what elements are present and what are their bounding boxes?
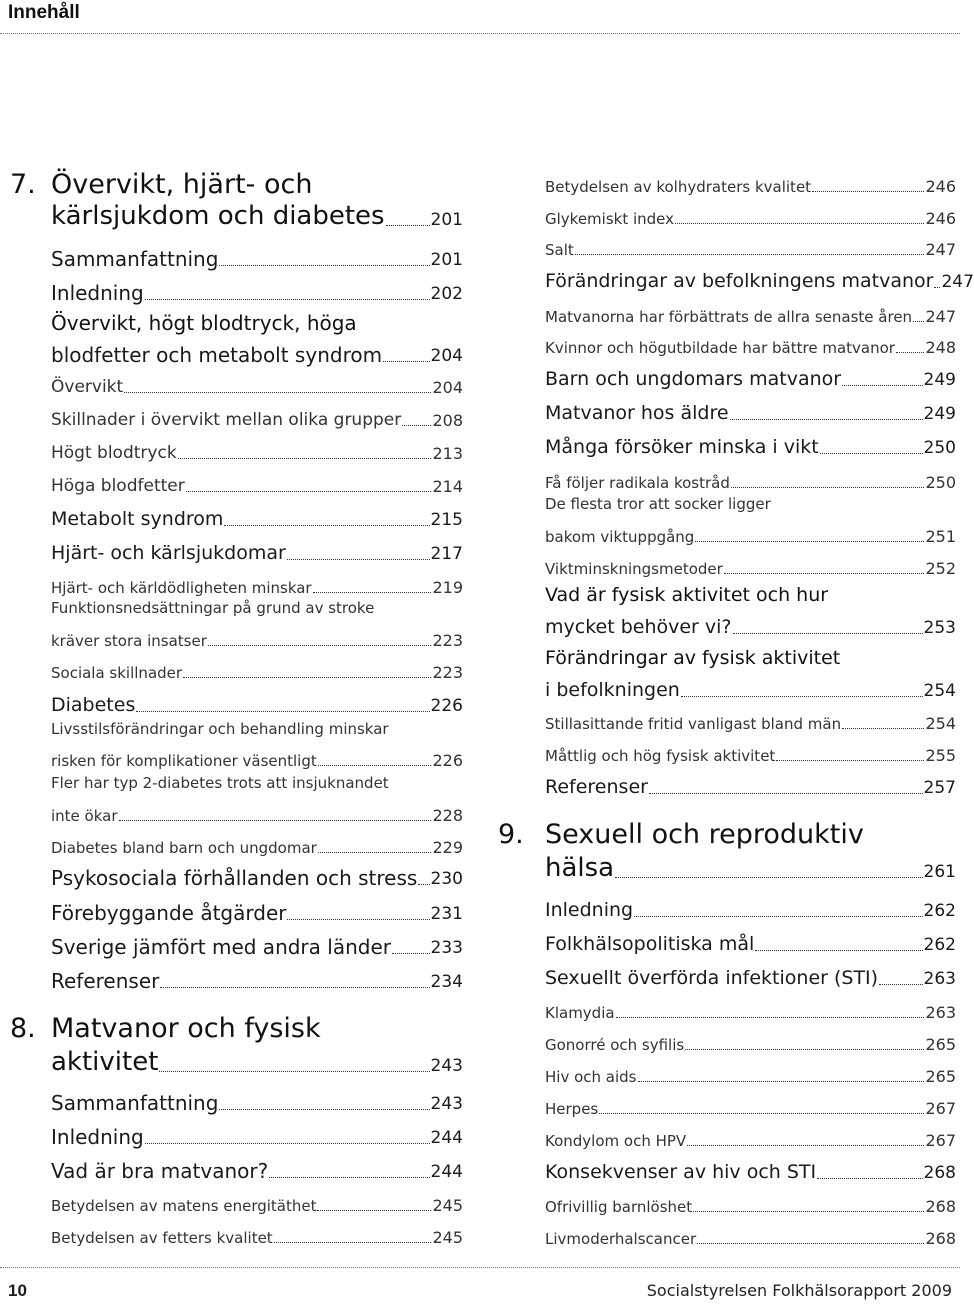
page-number: 226 xyxy=(432,751,463,771)
dot-leader xyxy=(269,1177,429,1178)
dot-leader xyxy=(913,321,924,322)
page-number: 268 xyxy=(925,1229,956,1249)
page-number: 223 xyxy=(432,663,463,683)
entry-title-line1: Livsstilsförändringar och behandling minskar xyxy=(51,720,389,738)
toc-entry[interactable] xyxy=(545,961,956,989)
page-number: 246 xyxy=(925,209,956,229)
dot-leader xyxy=(896,352,925,353)
dot-leader xyxy=(186,491,432,492)
toc-entry[interactable] xyxy=(51,654,463,682)
toc-entry[interactable] xyxy=(51,622,463,650)
entry-title: Högt blodtryck xyxy=(51,443,177,464)
header-rule xyxy=(0,33,960,34)
toc-entry[interactable] xyxy=(545,231,956,259)
toc-entry[interactable] xyxy=(545,550,956,578)
entry-title: Klamydia xyxy=(545,1004,615,1023)
footer-publication: Socialstyrelsen Folkhälsorapport 2009 xyxy=(646,1281,952,1300)
dot-leader xyxy=(842,728,924,729)
dot-leader xyxy=(842,385,922,386)
page-number: 254 xyxy=(923,681,956,702)
dot-leader xyxy=(615,877,922,878)
dot-leader xyxy=(318,765,432,766)
page-number: 252 xyxy=(925,559,956,579)
toc-entry[interactable] xyxy=(545,994,956,1022)
page-number: 215 xyxy=(430,510,463,531)
toc-entry[interactable] xyxy=(545,430,956,458)
entry-title-line2: risken för komplikationer väsentligt xyxy=(51,752,317,771)
toc-entry[interactable] xyxy=(51,1187,463,1215)
page-number: 254 xyxy=(925,714,956,734)
entry-title: Sociala skillnader xyxy=(51,664,183,683)
toc-entry[interactable] xyxy=(51,468,463,496)
toc-entry[interactable] xyxy=(51,369,463,397)
toc-entry[interactable] xyxy=(545,705,956,733)
dot-leader xyxy=(675,223,924,224)
toc-entry[interactable] xyxy=(545,464,956,492)
dot-leader xyxy=(183,677,431,678)
page-number: 213 xyxy=(432,444,463,464)
dot-leader xyxy=(145,1143,430,1144)
entry-title: Kvinnor och högutbildade har bättre matvanor xyxy=(545,339,895,358)
dot-leader xyxy=(274,1242,432,1243)
dot-leader xyxy=(731,487,925,488)
entry-title-line2: blodfetter och metabolt syndrom xyxy=(51,343,383,367)
dot-leader xyxy=(136,711,429,712)
dot-leader xyxy=(730,419,923,420)
toc-entry[interactable] xyxy=(545,770,956,798)
page-number: 268 xyxy=(923,1163,956,1184)
page-number: 247 xyxy=(925,240,956,260)
entry-title-line1: Övervikt, högt blodtryck, höga xyxy=(51,311,357,335)
entry-title-line1: De flesta tror att socker ligger xyxy=(545,495,771,513)
toc-entry[interactable] xyxy=(545,1220,956,1248)
dot-leader xyxy=(145,299,430,300)
dot-leader xyxy=(159,1071,429,1072)
page-number: 247 xyxy=(941,272,974,293)
toc-entry[interactable] xyxy=(51,688,463,716)
entry-title: Hjärt- och kärlsjukdomar xyxy=(51,542,286,565)
toc-entry[interactable] xyxy=(51,930,463,958)
dot-leader xyxy=(119,820,432,821)
dot-leader xyxy=(695,541,924,542)
entry-title-line2: bakom viktuppgång xyxy=(545,528,695,547)
page-number: 244 xyxy=(430,1128,463,1149)
entry-title: Betydelsen av fetters kvalitet xyxy=(51,1229,273,1248)
dot-leader xyxy=(208,645,432,646)
page-header xyxy=(0,0,960,36)
entry-title: Många försöker minska i vikt xyxy=(545,436,819,459)
entry-title-line2: mycket behöver vi? xyxy=(545,616,732,639)
dot-leader xyxy=(224,525,429,526)
dot-leader xyxy=(575,254,925,255)
dot-leader xyxy=(817,1178,922,1179)
entry-title: Herpes xyxy=(545,1100,599,1119)
dot-leader xyxy=(724,573,925,574)
dot-leader xyxy=(820,453,923,454)
toc-entry[interactable] xyxy=(545,893,956,921)
entry-title: Barn och ungdomars matvanor xyxy=(545,368,842,391)
dot-leader xyxy=(418,884,429,885)
page-number: 219 xyxy=(432,578,463,598)
toc-entry-chapter-9[interactable] xyxy=(545,854,956,882)
page-number: 261 xyxy=(923,862,956,883)
toc-entry[interactable] xyxy=(51,435,463,463)
page-number: 246 xyxy=(925,177,956,197)
page-number: 243 xyxy=(430,1094,463,1115)
entry-title-line2: i befolkningen xyxy=(545,679,680,702)
dot-leader xyxy=(124,392,431,393)
entry-title: Psykosociala förhållanden och stress xyxy=(51,866,418,890)
toc-entry[interactable] xyxy=(545,673,956,701)
entry-title: Viktminskningsmetoder xyxy=(545,560,723,579)
footer-rule xyxy=(0,1267,960,1268)
page-number: 267 xyxy=(925,1131,956,1151)
toc-entry[interactable] xyxy=(545,610,956,638)
chapter-7-title-line1: Övervikt, hjärt- och xyxy=(51,169,313,200)
chapter-8-number: 8. xyxy=(10,1013,36,1044)
entry-title-line1: Funktionsnedsättningar på grund av stroke xyxy=(51,599,375,617)
entry-title: Inledning xyxy=(51,281,144,305)
toc-entry[interactable] xyxy=(545,396,956,424)
entry-title: Förebyggande åtgärder xyxy=(51,901,287,925)
toc-entry[interactable] xyxy=(545,1188,956,1216)
entry-title: Matvanor hos äldre xyxy=(545,402,729,425)
entry-title: Konsekvenser av hiv och STI xyxy=(545,1161,817,1184)
dot-leader xyxy=(402,425,431,426)
entry-title: Inledning xyxy=(51,1125,144,1149)
toc-entry[interactable] xyxy=(51,1086,463,1114)
toc-entry[interactable] xyxy=(51,569,463,597)
page-number: 244 xyxy=(430,1162,463,1183)
entry-title: Förändringar av befolkningens matvanor xyxy=(545,270,934,293)
entry-title-line1: Vad är fysisk aktivitet och hur xyxy=(545,584,829,606)
entry-title: Sammanfattning xyxy=(51,1091,219,1115)
toc-entry[interactable] xyxy=(545,362,956,390)
toc-entry[interactable] xyxy=(51,276,463,304)
dot-leader xyxy=(687,1145,924,1146)
dot-leader xyxy=(934,287,940,288)
entry-title: Måttlig och hög fysisk aktivitet xyxy=(545,747,776,766)
page-number: 243 xyxy=(430,1056,463,1077)
page-number: 251 xyxy=(925,527,956,547)
page-number: 250 xyxy=(925,473,956,493)
page-number: 267 xyxy=(925,1099,956,1119)
entry-title: Hiv och aids xyxy=(545,1068,637,1087)
dot-leader xyxy=(733,633,923,634)
page-number: 231 xyxy=(430,904,463,925)
entry-title: Diabetes bland barn och ungdomar xyxy=(51,839,317,858)
page-number: 233 xyxy=(430,938,463,959)
chapter-8-title-line2: aktivitet xyxy=(51,1046,159,1077)
toc-entry[interactable] xyxy=(545,927,956,955)
page-number: 263 xyxy=(923,969,956,990)
dot-leader xyxy=(287,559,430,560)
entry-title: Referenser xyxy=(51,969,160,993)
page-number: 268 xyxy=(925,1197,956,1217)
dot-leader xyxy=(755,950,922,951)
entry-title: Kondylom och HPV xyxy=(545,1132,687,1151)
toc-entry[interactable] xyxy=(545,1058,956,1086)
toc-entry[interactable] xyxy=(51,536,463,564)
page-number: 263 xyxy=(925,1003,956,1023)
chapter-9-title-line1: Sexuell och reproduktiv xyxy=(545,819,864,850)
entry-title: Salt xyxy=(545,241,574,260)
toc-entry[interactable] xyxy=(545,1155,956,1183)
dot-leader xyxy=(616,1017,925,1018)
page-number: 226 xyxy=(430,696,463,717)
entry-title: Livmoderhalscancer xyxy=(545,1230,697,1249)
toc-entry[interactable] xyxy=(51,1219,463,1247)
chapter-8-title-line1: Matvanor och fysisk xyxy=(51,1013,321,1044)
page-number: 223 xyxy=(432,631,463,651)
dot-leader xyxy=(386,225,430,226)
entry-title-line2: inte ökar xyxy=(51,807,118,826)
dot-leader xyxy=(383,361,429,362)
toc-entry[interactable] xyxy=(51,242,463,270)
page-number: 255 xyxy=(925,746,956,766)
dot-leader xyxy=(599,1113,924,1114)
entry-title: Övervikt xyxy=(51,377,124,398)
dot-leader xyxy=(219,1109,429,1110)
toc-entry[interactable] xyxy=(51,896,463,924)
dot-leader xyxy=(685,1049,924,1050)
toc-entry[interactable] xyxy=(51,861,463,889)
toc-entry[interactable] xyxy=(545,1026,956,1054)
page-number: 214 xyxy=(432,477,463,497)
toc-entry[interactable] xyxy=(545,737,956,765)
dot-leader xyxy=(219,265,429,266)
toc-entry[interactable] xyxy=(51,1154,463,1182)
page-number: 208 xyxy=(432,411,463,431)
entry-title: Gonorré och syfilis xyxy=(545,1036,685,1055)
page-number: 245 xyxy=(432,1228,463,1248)
dot-leader xyxy=(313,592,432,593)
dot-leader xyxy=(776,760,924,761)
toc-entry[interactable] xyxy=(51,1120,463,1148)
page-number: 201 xyxy=(430,210,463,231)
entry-title: Ofrivillig barnlöshet xyxy=(545,1198,693,1217)
page-number: 248 xyxy=(925,338,956,358)
entry-title: Sverige jämfört med andra länder xyxy=(51,935,391,959)
chapter-9-title-line2: hälsa xyxy=(545,852,615,883)
dot-leader xyxy=(812,191,924,192)
page-number: 245 xyxy=(432,1196,463,1216)
dot-leader xyxy=(681,696,923,697)
dot-leader xyxy=(287,919,429,920)
toc-entry[interactable] xyxy=(545,329,956,357)
dot-leader xyxy=(879,984,922,985)
page-number: 262 xyxy=(923,935,956,956)
page-number: 234 xyxy=(430,972,463,993)
page-number: 253 xyxy=(923,618,956,639)
entry-title: Glykemiskt index xyxy=(545,210,675,229)
toc-entry[interactable] xyxy=(51,964,463,992)
toc-entry[interactable] xyxy=(51,742,463,770)
dot-leader xyxy=(638,1081,925,1082)
dot-leader xyxy=(317,1210,431,1211)
dot-leader xyxy=(160,987,429,988)
toc-entry[interactable] xyxy=(51,338,463,366)
toc-entry[interactable] xyxy=(51,402,463,430)
header-title: Innehåll xyxy=(8,2,80,23)
toc-entry[interactable] xyxy=(51,829,463,857)
entry-title: Höga blodfetter xyxy=(51,476,185,497)
page-number: 202 xyxy=(430,284,463,305)
entry-title: Diabetes xyxy=(51,694,136,717)
entry-title: Referenser xyxy=(545,776,648,799)
entry-title: Få följer radikala kostråd xyxy=(545,474,730,493)
toc-entry[interactable] xyxy=(545,298,956,326)
page-number: 262 xyxy=(923,901,956,922)
entry-title: Betydelsen av matens energitäthet xyxy=(51,1197,317,1216)
entry-title: Sammanfattning xyxy=(51,247,219,271)
toc-entry[interactable] xyxy=(545,200,956,228)
entry-title: Vad är bra matvanor? xyxy=(51,1159,269,1183)
page-number: 257 xyxy=(923,778,956,799)
chapter-7-number: 7. xyxy=(10,169,36,200)
dot-leader xyxy=(693,1211,924,1212)
dot-leader xyxy=(318,852,432,853)
page-number: 247 xyxy=(925,307,956,327)
toc-entry[interactable] xyxy=(545,264,974,293)
page-number: 229 xyxy=(432,838,463,858)
page-number: 217 xyxy=(430,544,463,565)
page-number: 228 xyxy=(432,806,463,826)
footer-page-number: 10 xyxy=(8,1281,27,1300)
chapter-9-number: 9. xyxy=(498,819,524,850)
chapter-7-title-line2: kärlsjukdom och diabetes xyxy=(51,200,385,231)
entry-title: Inledning xyxy=(545,899,634,922)
toc-entry[interactable] xyxy=(545,1090,956,1118)
entry-title: Hjärt- och kärldödligheten minskar xyxy=(51,579,312,598)
toc-entry[interactable] xyxy=(51,797,463,825)
entry-title-line2: kräver stora insatser xyxy=(51,632,207,651)
entry-title-line1: Fler har typ 2-diabetes trots att insjuknandet xyxy=(51,774,389,792)
page-number: 204 xyxy=(432,378,463,398)
dot-leader xyxy=(392,953,430,954)
toc-entry[interactable] xyxy=(545,168,956,196)
toc-entry[interactable] xyxy=(545,1122,956,1150)
entry-title: Folkhälsopolitiska mål xyxy=(545,933,755,956)
entry-title: Stillasittande fritid vanligast bland män xyxy=(545,715,842,734)
entry-title: Matvanorna har förbättrats de allra senaste åren xyxy=(545,308,913,327)
page-number: 204 xyxy=(430,346,463,367)
entry-title-line1: Förändringar av fysisk aktivitet xyxy=(545,647,841,669)
toc-entry[interactable] xyxy=(545,518,956,546)
dot-leader xyxy=(697,1243,924,1244)
dot-leader xyxy=(649,793,923,794)
entry-title: Betydelsen av kolhydraters kvalitet xyxy=(545,178,812,197)
dot-leader xyxy=(634,916,922,917)
page-number: 250 xyxy=(923,438,956,459)
toc-entry-chapter-7[interactable] xyxy=(51,202,463,230)
page-number: 249 xyxy=(923,404,956,425)
dot-leader xyxy=(178,458,432,459)
toc-entry-chapter-8[interactable] xyxy=(51,1048,463,1076)
toc-entry[interactable] xyxy=(51,502,463,530)
page-number: 201 xyxy=(430,250,463,271)
page-number: 249 xyxy=(923,370,956,391)
entry-title: Skillnader i övervikt mellan olika grupper xyxy=(51,410,402,431)
entry-title: Metabolt syndrom xyxy=(51,508,224,531)
entry-title: Sexuellt överförda infektioner (STI) xyxy=(545,967,879,990)
page-number: 265 xyxy=(925,1035,956,1055)
page-number: 265 xyxy=(925,1067,956,1087)
page-number: 230 xyxy=(430,869,463,890)
